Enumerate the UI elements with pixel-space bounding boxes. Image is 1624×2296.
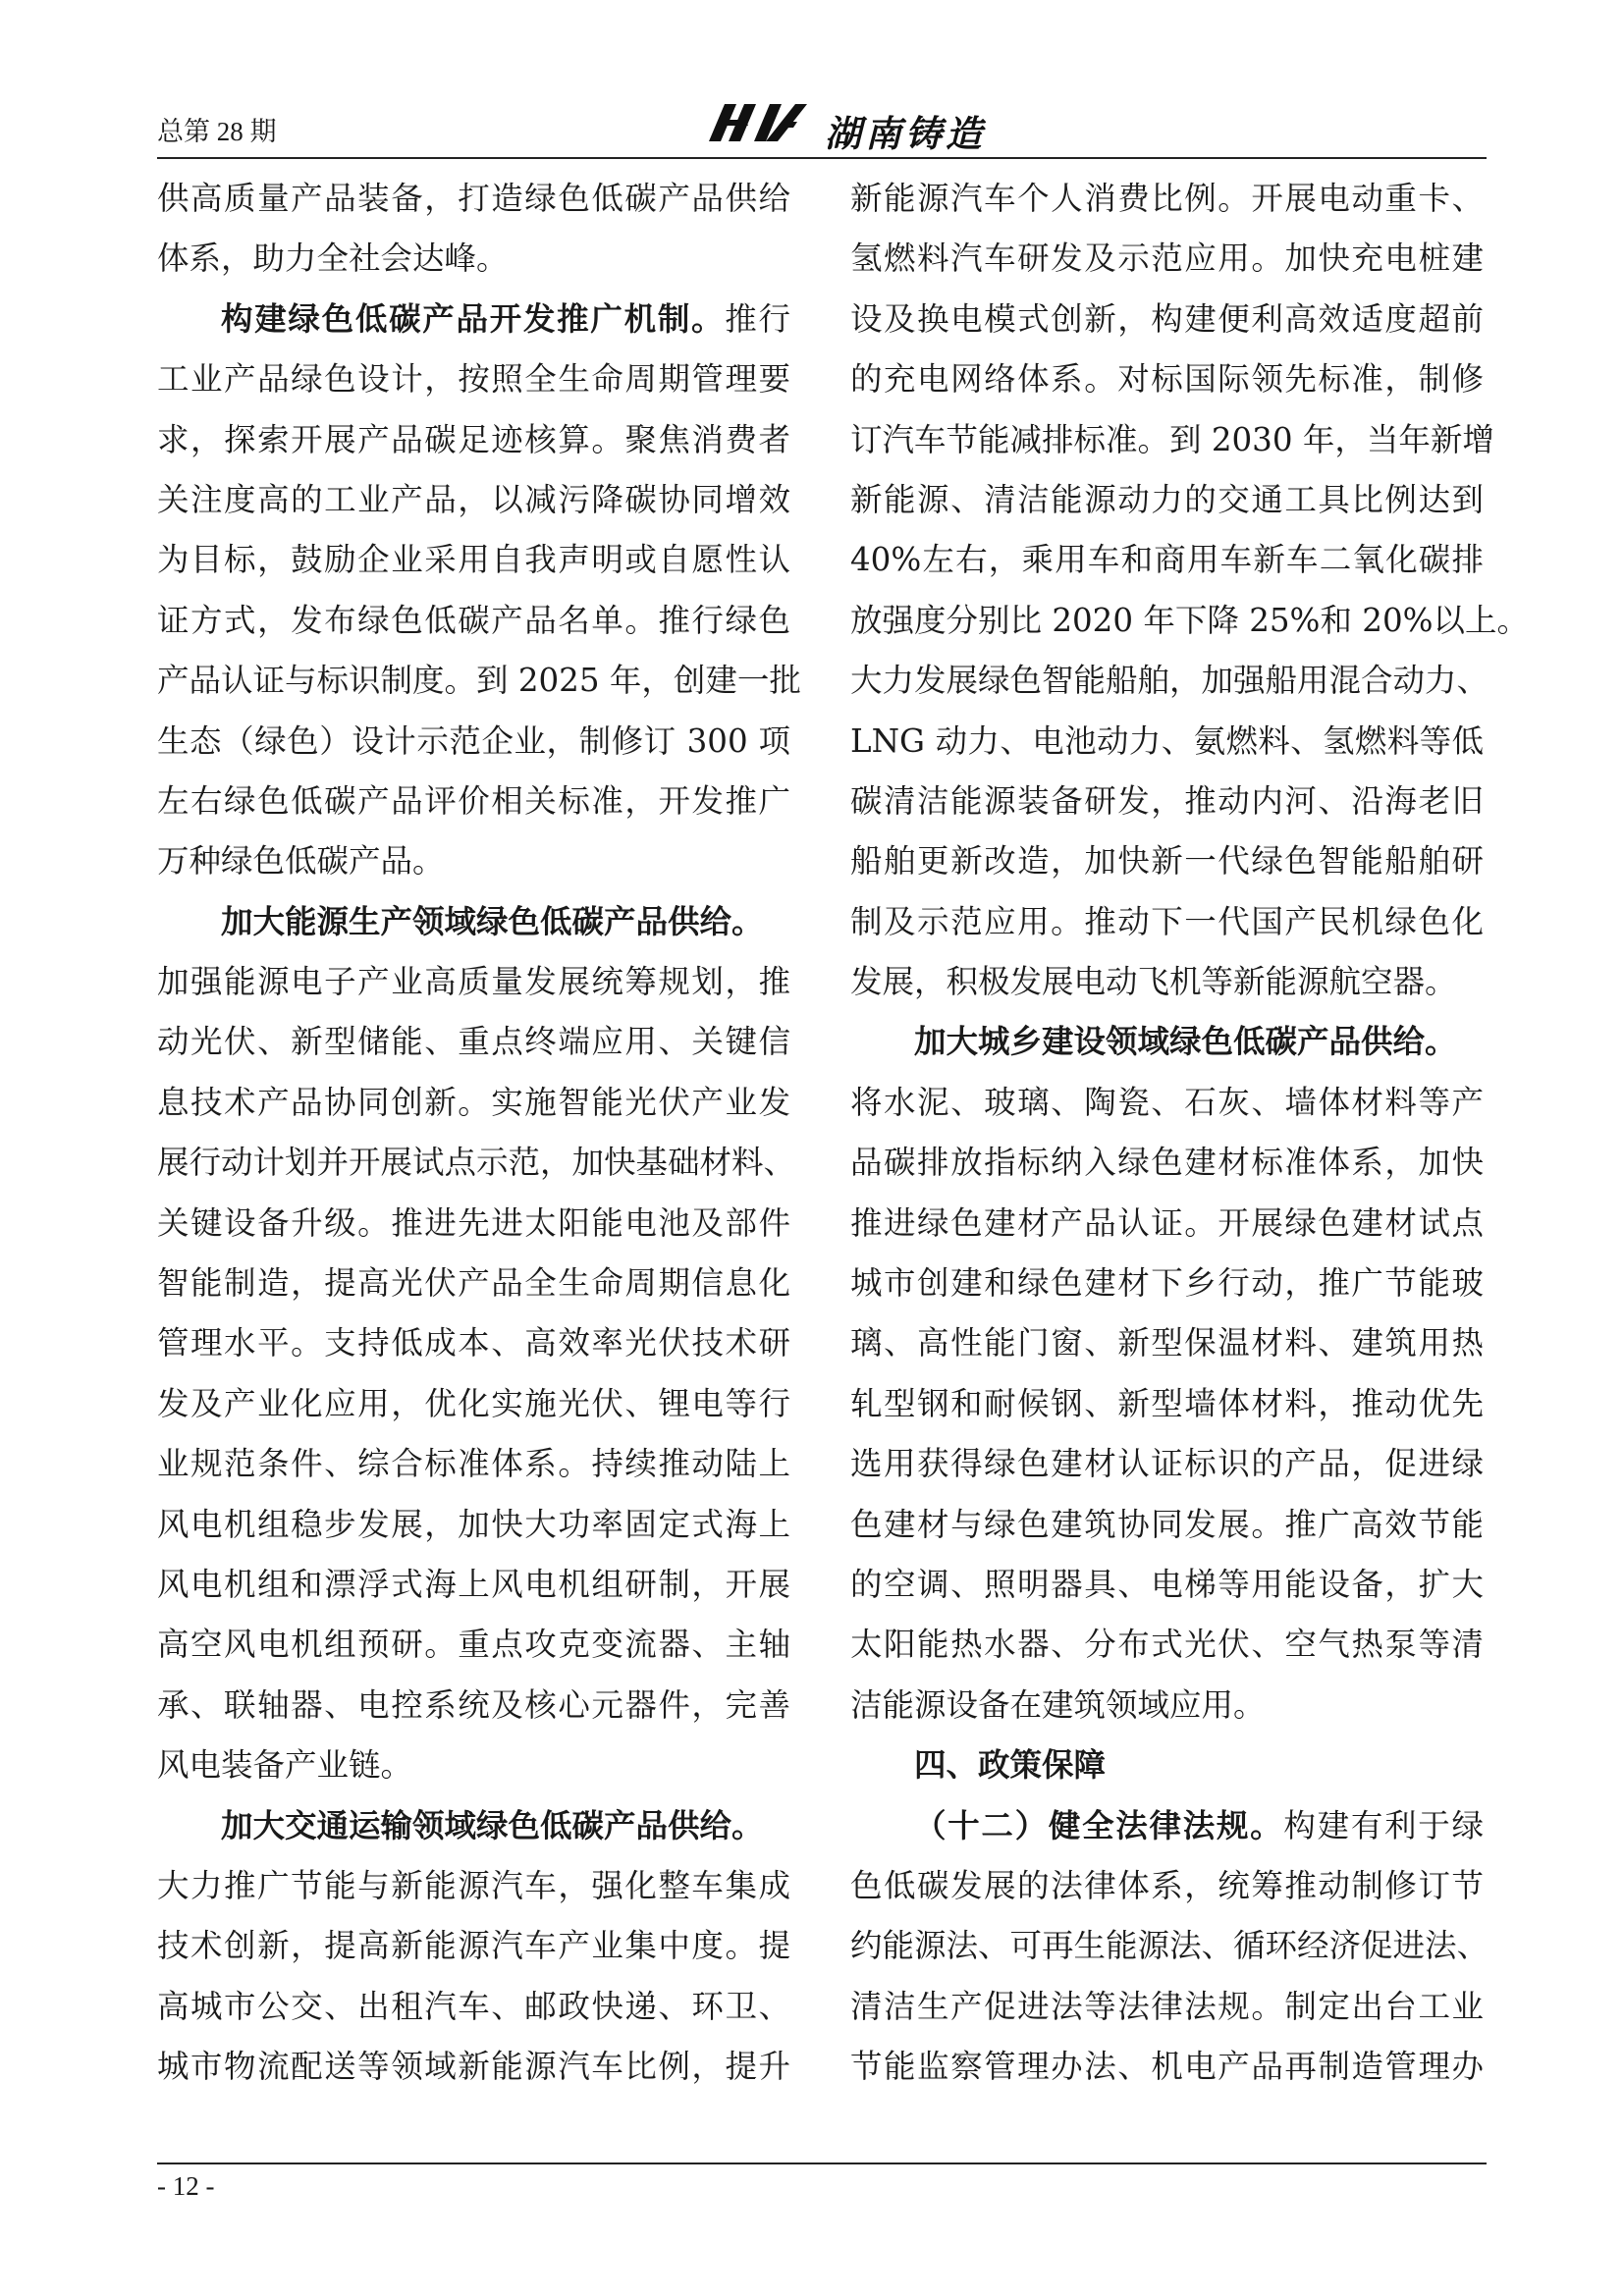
paragraph-text: 选用获得绿色建材认证标识的产品，促进绿	[850, 1445, 1484, 1483]
text-line	[850, 1615, 1484, 1675]
paragraph-text: 大力发展绿色智能船舶，加强船用混合动力、	[850, 662, 1489, 700]
text-line	[850, 1735, 1484, 1795]
text-line	[157, 349, 790, 409]
text-line	[850, 772, 1484, 831]
issue-number: 总第 28 期	[157, 117, 277, 146]
text-line	[850, 1254, 1484, 1313]
text-line	[850, 290, 1484, 349]
text-line	[157, 1977, 790, 2037]
text-line	[157, 1796, 790, 1856]
paragraph-text: 新能源、清洁能源动力的交通工具比例达到	[850, 480, 1484, 518]
paragraph-text: 高空风电机组预研。重点攻克变流器、主轴	[157, 1626, 790, 1664]
text-line	[157, 1133, 796, 1193]
text-line	[850, 892, 1484, 952]
text-line	[850, 1012, 1484, 1072]
paragraph-text: 业规范条件、综合标准体系。持续推动陆上	[157, 1445, 790, 1483]
paragraph-heading: 加大交通运输领域绿色低碳产品供给。	[221, 1806, 764, 1844]
paragraph-text: 的空调、照明器具、电梯等用能设备，扩大	[850, 1565, 1484, 1603]
text-line	[850, 1555, 1484, 1615]
paragraph-heading: 加大能源生产领域绿色低碳产品供给。	[221, 902, 764, 940]
text-line	[850, 349, 1484, 409]
text-line	[157, 1856, 790, 1916]
text-line	[157, 1735, 790, 1795]
header-divider	[157, 157, 1487, 159]
paragraph-text: 息技术产品协同创新。实施智能光伏产业发	[157, 1083, 790, 1121]
paragraph-heading: （十二）健全法律法规。	[914, 1806, 1284, 1844]
paragraph-text: 推进绿色建材产品认证。开展绿色建材试点	[850, 1203, 1484, 1242]
paragraph-text: 将水泥、玻璃、陶瓷、石灰、墙体材料等产	[850, 1083, 1484, 1121]
text-line	[850, 1495, 1484, 1555]
text-line	[850, 1676, 1484, 1735]
paragraph-text: 关注度高的工业产品，以减污降碳协同增效	[157, 480, 790, 518]
text-line	[157, 1254, 790, 1313]
paragraph-text: 发及产业化应用，优化实施光伏、锂电等行	[157, 1384, 790, 1422]
paragraph-text: 船舶更新改造，加快新一代绿色智能船舶研	[850, 842, 1484, 881]
text-line	[850, 1313, 1484, 1373]
paragraph-text: 太阳能热水器、分布式光伏、空气热泵等清	[850, 1626, 1484, 1664]
paragraph-text: 氢燃料汽车研发及示范应用。加快充电桩建	[850, 240, 1484, 278]
text-line	[157, 2037, 790, 2097]
text-line	[157, 530, 790, 590]
paragraph-text: 高城市公交、出租汽车、邮政快递、环卫、	[157, 1987, 790, 2025]
paragraph-text: 展行动计划并开展试点示范，加快基础材料、	[157, 1144, 796, 1182]
paragraph-text: 色低碳发展的法律体系，统筹推动制修订节	[850, 1866, 1484, 1904]
text-line	[157, 1555, 790, 1615]
paragraph-text: 承、联轴器、电控系统及核心元器件，完善	[157, 1685, 790, 1724]
paragraph-text: 城市创建和绿色建材下乡行动，推广节能玻	[850, 1264, 1484, 1303]
paragraph-text: LNG 动力、电池动力、氨燃料、氢燃料等低	[850, 721, 1484, 760]
paragraph-text: 证方式，发布绿色低碳产品名单。推行绿色	[157, 601, 790, 639]
paragraph-text: 品碳排放指标纳入绿色建材标准体系，加快	[850, 1144, 1484, 1182]
text-line	[850, 1916, 1489, 1976]
paragraph-text: 订汽车节能减排标准。到 2030 年，当年新增	[850, 420, 1494, 458]
journal-logo	[699, 98, 1013, 153]
right-column	[850, 169, 1530, 2098]
paragraph-text: 求，探索开展产品碳足迹核算。聚焦消费者	[157, 420, 790, 458]
paragraph-text: 万种绿色低碳产品。	[157, 842, 445, 881]
text-line	[157, 651, 801, 711]
text-line	[850, 2037, 1484, 2097]
paragraph-text: 关键设备升级。推进先进太阳能电池及部件	[157, 1203, 790, 1242]
footer-divider	[157, 2163, 1487, 2164]
text-line	[850, 1073, 1484, 1133]
text-line	[157, 169, 790, 229]
text-line	[850, 952, 1484, 1012]
text-line	[157, 1916, 790, 1976]
paragraph-text: 管理水平。支持低成本、高效率光伏技术研	[157, 1324, 790, 1362]
paragraph-text: 风电机组和漂浮式海上风电机组研制，开展	[157, 1565, 790, 1603]
paragraph-text: 动光伏、新型储能、重点终端应用、关键信	[157, 1023, 790, 1061]
text-line	[850, 470, 1484, 530]
journal-logo-text: 湖南铸造	[825, 113, 986, 155]
text-line	[157, 712, 790, 772]
paragraph-text: 城市物流配送等领域新能源汽车比例，提升	[157, 2048, 790, 2086]
paragraph-text: 产品认证与标识制度。到 2025 年，创建一批	[157, 662, 801, 700]
text-line	[157, 772, 790, 831]
paragraph-text: 发展，积极发展电动飞机等新能源航空器。	[850, 963, 1457, 1001]
text-line	[157, 1073, 790, 1133]
paragraph-heading: 构建绿色低碳产品开发推广机制。	[221, 299, 726, 338]
paragraph-text: 新能源汽车个人消费比例。开展电动重卡、	[850, 180, 1484, 217]
text-line	[850, 1977, 1484, 2037]
text-line	[157, 591, 790, 651]
paragraph-text: 生态（绿色）设计示范企业，制修订 300 项	[157, 721, 790, 760]
paragraph-text: 设及换电模式创新，构建便利高效适度超前	[850, 299, 1484, 338]
paragraph-text: 制及示范应用。推动下一代国产民机绿色化	[850, 902, 1484, 940]
page-number: - 12 -	[157, 2171, 215, 2201]
text-line	[157, 1313, 790, 1373]
paragraph-heading: 加大城乡建设领域绿色低碳产品供给。	[914, 1023, 1457, 1061]
text-line	[157, 1374, 790, 1434]
paragraph-text: 构建有利于绿	[1283, 1806, 1484, 1844]
paragraph-text: 轧型钢和耐候钢、新型墙体材料，推动优先	[850, 1384, 1484, 1422]
paragraph-text: 工业产品绿色设计，按照全生命周期管理要	[157, 360, 790, 399]
paragraph-text: 洁能源设备在建筑领域应用。	[850, 1685, 1266, 1724]
paragraph-text: 璃、高性能门窗、新型保温材料、建筑用热	[850, 1324, 1484, 1362]
text-line	[850, 1434, 1484, 1494]
text-line	[157, 1194, 790, 1254]
text-line	[850, 1133, 1484, 1193]
text-line	[850, 1194, 1484, 1254]
paragraph-text: 色建材与绿色建筑协同发展。推广高效节能	[850, 1505, 1484, 1543]
text-line	[157, 1615, 790, 1675]
text-line	[157, 952, 790, 1012]
text-line	[850, 651, 1489, 711]
paragraph-text: 加强能源电子产业高质量发展统筹规划，推	[157, 963, 790, 1001]
paragraph-text: 风电机组稳步发展，加快大功率固定式海上	[157, 1505, 790, 1543]
text-line	[157, 1676, 790, 1735]
paragraph-heading: 四、政策保障	[914, 1746, 1107, 1785]
text-line	[850, 1374, 1484, 1434]
paragraph-text: 清洁生产促进法等法律法规。制定出台工业	[850, 1987, 1484, 2025]
text-line	[850, 1856, 1484, 1916]
text-line	[850, 169, 1484, 229]
left-column	[157, 169, 801, 2098]
text-line	[157, 1495, 790, 1555]
paragraph-text: 技术创新，提高新能源汽车产业集中度。提	[157, 1927, 790, 1965]
text-line	[850, 229, 1484, 289]
paragraph-text: 体系，助力全社会达峰。	[157, 240, 509, 278]
text-line	[850, 530, 1484, 590]
text-line	[157, 470, 790, 530]
text-line	[157, 290, 790, 349]
text-line	[157, 831, 790, 891]
paragraph-text: 放强度分别比 2020 年下降 25%和 20%以上。	[850, 601, 1530, 639]
paragraph-text: 碳清洁能源装备研发，推动内河、沿海老旧	[850, 781, 1484, 820]
paragraph-text: 左右绿色低碳产品评价相关标准，开发推广	[157, 781, 790, 820]
paragraph-text: 大力推广节能与新能源汽车，强化整车集成	[157, 1866, 790, 1904]
paragraph-text: 供高质量产品装备，打造绿色低碳产品供给	[157, 180, 790, 217]
paragraph-text: 约能源法、可再生能源法、循环经济促进法、	[850, 1927, 1489, 1965]
text-line	[157, 229, 790, 289]
text-line	[850, 1796, 1484, 1856]
text-line	[157, 1012, 790, 1072]
paragraph-text: 风电装备产业链。	[157, 1746, 413, 1785]
paragraph-text: 智能制造，提高光伏产品全生命周期信息化	[157, 1264, 790, 1303]
paragraph-text: 的充电网络体系。对标国际领先标准，制修	[850, 360, 1484, 399]
paragraph-text: 推行	[725, 299, 790, 338]
text-line	[157, 410, 790, 470]
text-line	[850, 591, 1530, 651]
text-line	[850, 410, 1494, 470]
text-line	[157, 892, 790, 952]
text-line	[157, 1434, 790, 1494]
paragraph-text: 为目标，鼓励企业采用自我声明或自愿性认	[157, 541, 790, 579]
text-line	[850, 712, 1484, 772]
text-line	[850, 831, 1484, 891]
paragraph-text: 40%左右，乘用车和商用车新车二氧化碳排	[850, 541, 1484, 579]
paragraph-text: 节能监察管理办法、机电产品再制造管理办	[850, 2048, 1484, 2086]
journal-logo-mark-icon	[699, 98, 817, 147]
